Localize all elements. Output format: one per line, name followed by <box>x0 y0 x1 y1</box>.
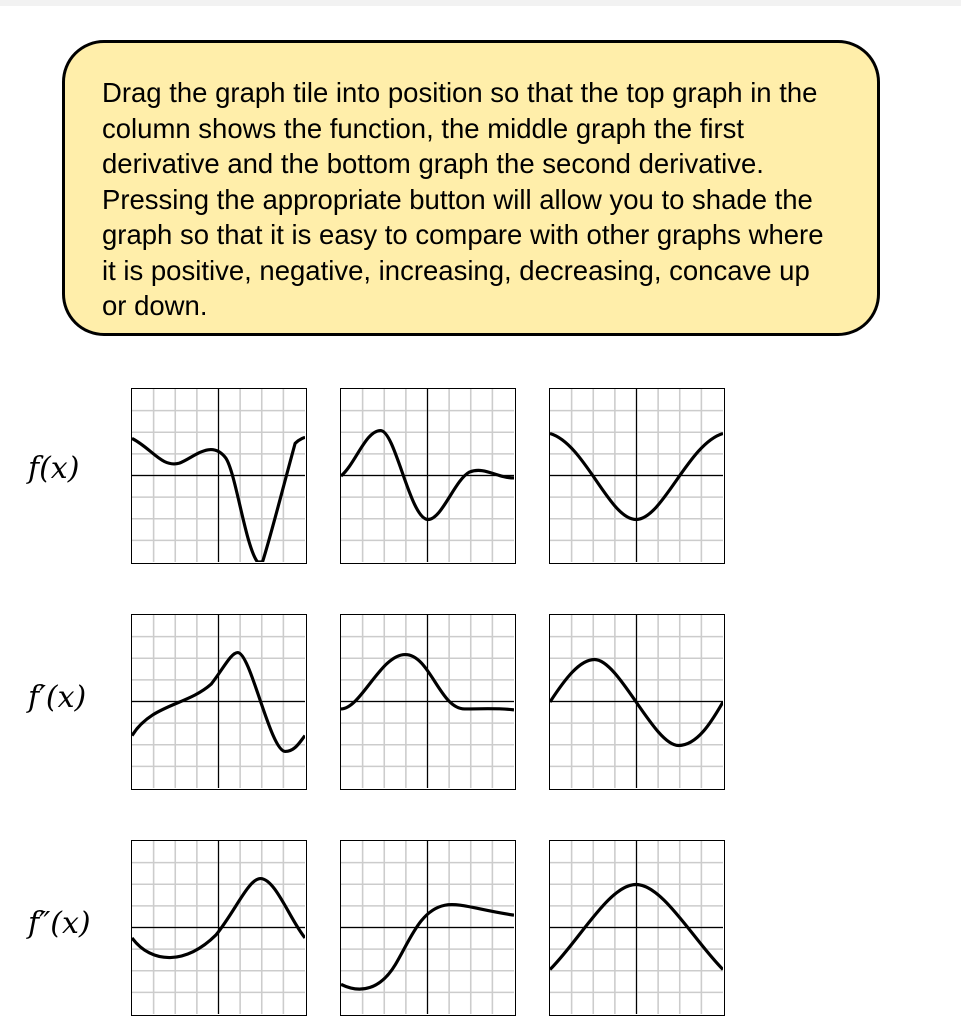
grid-lines <box>132 389 305 562</box>
graph-tile-r1c2[interactable] <box>340 388 516 564</box>
graph-r2c3 <box>550 615 723 788</box>
graph-tile-r3c3[interactable] <box>549 840 725 1016</box>
grid-lines <box>132 615 305 788</box>
graph-r2c1 <box>132 615 305 788</box>
graph-r1c3 <box>550 389 723 562</box>
instructions-box <box>62 40 880 336</box>
grid-lines <box>550 389 723 562</box>
graph-r1c1 <box>132 389 305 562</box>
grid-lines <box>341 615 514 788</box>
graph-tile-r2c2[interactable] <box>340 614 516 790</box>
graph-tile-r1c1[interactable] <box>131 388 307 564</box>
row-label-function: f(x) <box>28 451 80 486</box>
grid-lines <box>341 389 514 562</box>
graph-r2c2 <box>341 615 514 788</box>
graph-tile-r2c1[interactable] <box>131 614 307 790</box>
graph-tile-r2c3[interactable] <box>549 614 725 790</box>
grid-lines <box>550 841 723 1014</box>
instructions-text: Drag the graph tile into position so that the top graph in the column shows the function, the middle graph the first derivative and the bottom graph the second derivative. Pressing the appropriate button will allow you to shade the graph so that it is easy to compare with other graphs where it is positive, negative, increasing, decreasing, concave up or down. <box>102 77 824 321</box>
graph-r3c1 <box>132 841 305 1014</box>
graph-r3c2 <box>341 841 514 1014</box>
row-label-second-derivative: f″(x) <box>28 906 91 941</box>
top-bar <box>0 0 961 6</box>
grid-lines <box>132 841 305 1014</box>
row-label-first-derivative: f′(x) <box>28 680 87 715</box>
graph-tile-r3c2[interactable] <box>340 840 516 1016</box>
graph-tile-r1c3[interactable] <box>549 388 725 564</box>
graph-r1c2 <box>341 389 514 562</box>
graph-tile-r3c1[interactable] <box>131 840 307 1016</box>
graph-r3c3 <box>550 841 723 1014</box>
